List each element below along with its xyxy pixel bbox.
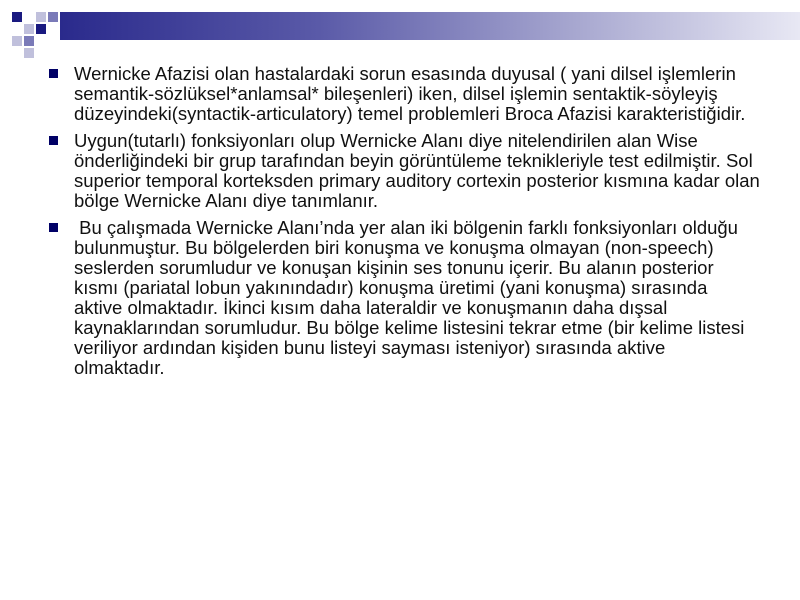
header-gradient-bar bbox=[60, 12, 800, 40]
square-bullet-icon bbox=[49, 69, 58, 78]
decor-square bbox=[36, 12, 46, 22]
decor-square bbox=[48, 12, 58, 22]
bullet-item bbox=[48, 218, 760, 378]
header-decoration bbox=[0, 0, 800, 60]
decor-square bbox=[24, 24, 34, 34]
decor-square bbox=[24, 12, 34, 22]
decor-square bbox=[12, 12, 22, 22]
decor-square bbox=[24, 36, 34, 46]
bullet-item bbox=[48, 64, 760, 124]
bullet-text: Bu çalışmada Wernicke Alanı’nda yer alan iki bölgenin farklı fonksiyonları olduğu bulunmuştur. Bu bölgelerden biri konuşma ve konuşma olmayan (non-speech) seslerden sorumludur ve konuşan kişinin ses tonunu içerir. Bu alanın posterior kısmı (pariatal lobun yakınındadır) konuşma üretimi (yani konuşma) sırasında aktive olmaktadır. İkinci kısım daha lateraldir ve konuşmanın daha dışsal kaynaklarından sorumludur. Bu bölge kelime listesini tekrar etme (bir kelime listesi veriliyor ardından kişiden bunu listeyi sayması isteniyor) sırasında aktive olmaktadır. bbox=[74, 217, 750, 378]
bullet-text: Wernicke Afazisi olan hastalardaki sorun esasında duyusal ( yani dilsel işlemlerin semantik-sözlüksel*anlamsal* bileşenleri) iken, dilsel işlemin sentaktik-söyleyiş düzeyindeki(syntactik-articulatory) temel problemleri Broca Afazisi karakteristiğidir. bbox=[74, 63, 746, 124]
square-bullet-icon bbox=[49, 223, 58, 232]
decor-square bbox=[12, 36, 22, 46]
decor-square bbox=[36, 24, 46, 34]
square-bullet-icon bbox=[49, 136, 58, 145]
bullet-list bbox=[48, 64, 760, 385]
bullet-text: Uygun(tutarlı) fonksiyonları olup Wernicke Alanı diye nitelendirilen alan Wise önderliğindeki bir grup tarafından beyin görüntüleme teknikleriyle test edilmiştir. Sol superior temporal korteksden primary auditory cortexin posterior kısmına kadar olan bölge Wernicke Alanı diye tanımlanır. bbox=[74, 130, 760, 211]
decor-square bbox=[24, 48, 34, 58]
bullet-item bbox=[48, 131, 760, 211]
decor-square bbox=[36, 36, 46, 46]
decor-square bbox=[12, 24, 22, 34]
